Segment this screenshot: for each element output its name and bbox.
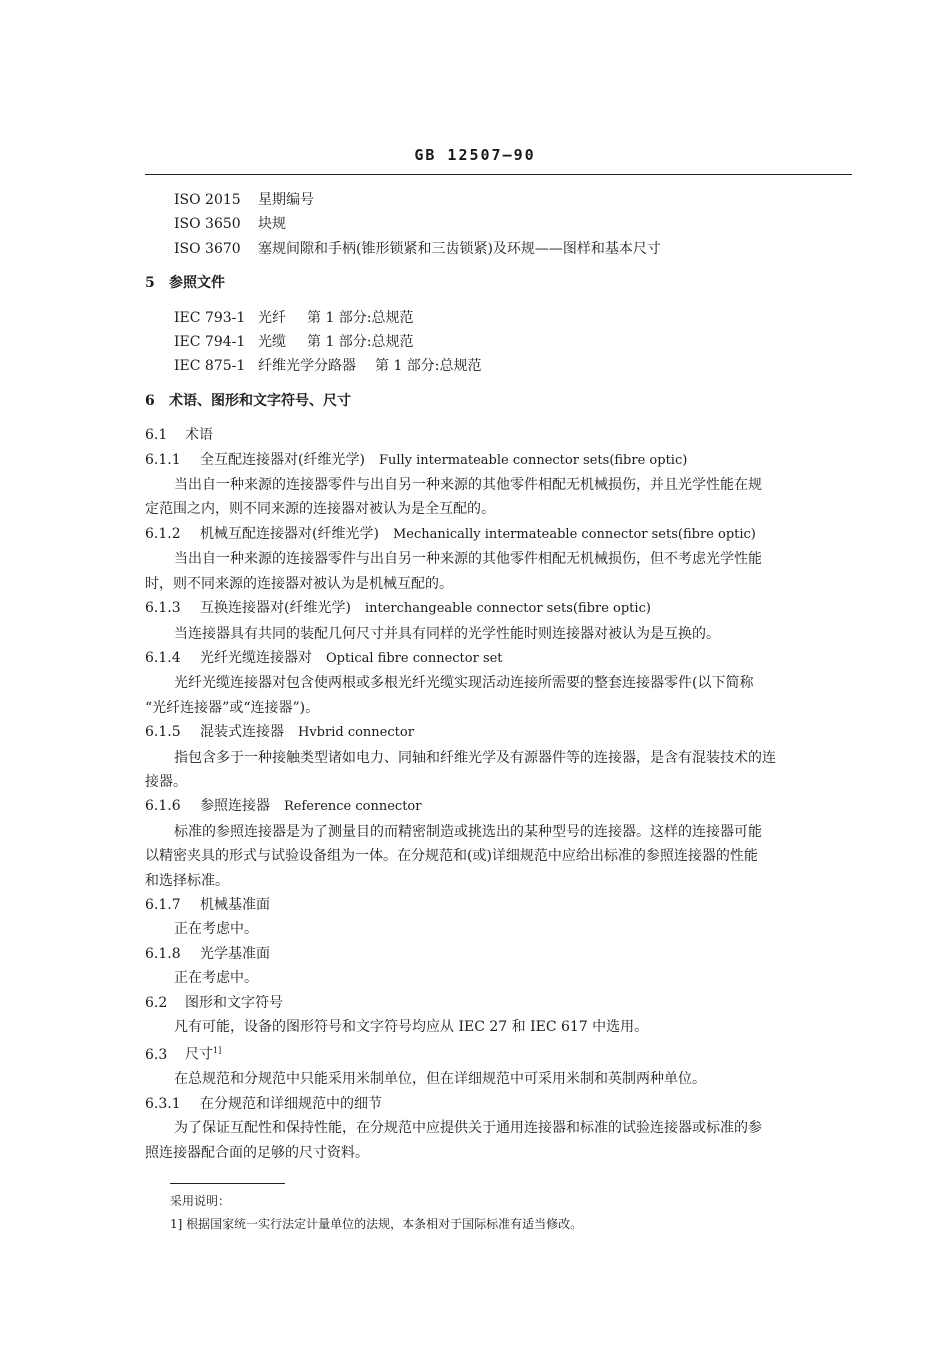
- subsection-6-1-6: [145, 794, 855, 819]
- ref-part: 第 1 部分:总规范: [307, 334, 414, 351]
- ref-title: 光纤: [258, 309, 286, 326]
- section-number: 5: [145, 275, 155, 292]
- paragraph-line: 当连接器具有共同的装配几何尺寸并具有同样的光学性能时则连接器对被认为是互换的。: [174, 625, 720, 642]
- subsection-number: 6.1.6: [145, 798, 181, 815]
- term-zh: 互换连接器对(纤维光学): [200, 600, 351, 617]
- ref-code: ISO 3670: [174, 240, 241, 257]
- term-en: Reference connector: [284, 799, 422, 815]
- ref-title: 块规: [258, 216, 286, 233]
- subsection-number: 6.3.1: [145, 1095, 181, 1112]
- footnote-marker: 1]: [213, 1046, 222, 1056]
- subsection-number: 6.1: [145, 427, 168, 444]
- subsection-number: 6.3: [145, 1047, 168, 1064]
- section-heading-5: [145, 271, 855, 295]
- subsection-number: 6.1.1: [145, 451, 181, 468]
- paragraph-line: 为了保证互配性和保持性能，在分规范中应提供关于通用连接器和标准的试验连接器或标准的参: [174, 1120, 762, 1137]
- section-number: 6: [145, 392, 155, 409]
- ref-part: 第 1 部分:总规范: [375, 358, 482, 375]
- paragraph-line: 在总规范和分规范中只能采用米制单位，但在详细规范中可采用米制和英制两种单位。: [174, 1071, 706, 1088]
- subsection-number: 6.1.3: [145, 600, 181, 617]
- paragraph-line: 标准的参照连接器是为了测量目的而精密制造或挑选出的某种型号的连接器。这样的连接器可能: [174, 823, 762, 840]
- document-code-header: GB 12507—90: [414, 146, 536, 164]
- subsection-6-1-8: [145, 942, 855, 966]
- subsection-title: 图形和文字符号: [185, 994, 283, 1011]
- paragraph-line: 正在考虑中。: [174, 970, 258, 987]
- subsection-number: 6.2: [145, 994, 168, 1011]
- section-title: 术语、图形和文字符号、尺寸: [169, 392, 351, 409]
- ref-item: [145, 330, 855, 354]
- subsection-6-1-7: [145, 893, 855, 917]
- subsection-6-1-2: [145, 522, 855, 547]
- term-en: interchangeable connector sets(fibre optic): [364, 601, 651, 617]
- subsection-number: 6.1.2: [145, 525, 181, 542]
- ref-item: [145, 212, 855, 236]
- subsection-title: 尺寸: [185, 1047, 213, 1064]
- ref-title: 光缆: [258, 334, 286, 351]
- paragraph-line: “光纤连接器”或“连接器”)。: [145, 699, 320, 716]
- ref-code: IEC 793-1: [174, 309, 246, 326]
- term-zh: 机械基准面: [200, 896, 270, 913]
- ref-part: 第 1 部分:总规范: [307, 309, 414, 326]
- ref-code: IEC 875-1: [174, 358, 246, 375]
- ref-item: [145, 188, 855, 212]
- subsection-6-1-4: [145, 646, 855, 671]
- term-en: Hvbrid connector: [298, 725, 414, 741]
- term-en: Mechanically intermateable connector sets(fibre optic): [392, 526, 756, 542]
- ref-code: IEC 794-1: [174, 334, 246, 351]
- paragraph-line: 光纤光缆连接器对包含使两根或多根光纤光缆实现活动连接所需要的整套连接器零件(以下简称: [174, 675, 754, 692]
- subsection-title: 术语: [185, 427, 213, 444]
- paragraph-line: 当出自一种来源的连接器零件与出自另一种来源的其他零件相配无机械损伤，但不考虑光学性能: [174, 551, 762, 568]
- term-zh: 光纤光缆连接器对: [200, 649, 312, 666]
- paragraph-line: 以精密夹具的形式与试验设备组为一体。在分规范和(或)详细规范中应给出标准的参照连接器的性能: [145, 848, 758, 865]
- ref-item: [145, 306, 855, 330]
- paragraph-line: 正在考虑中。: [174, 921, 258, 938]
- paragraph-line: 时，则不同来源的连接器对被认为是机械互配的。: [145, 575, 453, 592]
- term-zh: 混装式连接器: [200, 724, 284, 741]
- paragraph-line: 定范围之内，则不同来源的连接器对被认为是全互配的。: [145, 501, 495, 518]
- ref-title: 纤维光学分路器: [258, 358, 356, 375]
- term-zh: 参照连接器: [200, 798, 270, 815]
- paragraph-line: 接器。: [145, 773, 187, 790]
- subsection-title: 在分规范和详细规范中的细节: [200, 1095, 382, 1112]
- term-zh: 全互配连接器对(纤维光学): [200, 451, 365, 468]
- subsection-6-2: [145, 991, 855, 1015]
- paragraph-line: 照连接器配合面的足够的尺寸资料。: [145, 1144, 369, 1161]
- ref-code: ISO 3650: [174, 216, 241, 233]
- subsection-number: 6.1.7: [145, 896, 181, 913]
- ref-item: [145, 237, 855, 261]
- subsection-6-1-5: [145, 720, 855, 745]
- ref-item: [145, 354, 855, 378]
- paragraph-line: 当出自一种来源的连接器零件与出自另一种来源的其他零件相配无机械损伤，并且光学性能在规: [174, 477, 762, 494]
- subsection-6-1: [145, 423, 855, 447]
- subsection-number: 6.1.5: [145, 724, 181, 741]
- ref-title: 塞规间隙和手柄(锥形锁紧和三齿锁紧)及环规——图样和基本尺寸: [258, 240, 661, 257]
- subsection-6-3-1: [145, 1092, 855, 1116]
- footnote-text: 1] 根据国家统一实行法定计量单位的法规，本条相对于国际标准有适当修改。: [170, 1217, 583, 1231]
- subsection-6-1-3: [145, 596, 855, 621]
- term-en: Optical fibre connector set: [326, 650, 503, 666]
- ref-code: ISO 2015: [174, 192, 241, 208]
- footnote-title: 采用说明：: [170, 1194, 231, 1208]
- subsection-6-1-1: [145, 448, 855, 473]
- term-zh: 光学基准面: [200, 945, 270, 962]
- header-rule: [145, 174, 852, 175]
- footnote-rule: [170, 1183, 285, 1184]
- subsection-6-3: [145, 1039, 855, 1067]
- document-body: [145, 188, 855, 1165]
- term-zh: 机械互配连接器对(纤维光学): [200, 525, 379, 542]
- paragraph-line: 和选择标准。: [145, 872, 229, 889]
- term-en: Fully intermateable connector sets(fibre optic): [378, 452, 688, 468]
- paragraph-line: 凡有可能，设备的图形符号和文字符号均应从 IEC 27 和 IEC 617 中选用。: [174, 1019, 649, 1035]
- ref-title: 星期编号: [258, 192, 314, 208]
- paragraph-line: 指包含多于一种接触类型诸如电力、同轴和纤维光学及有源器件等的连接器，是含有混装技术的连: [174, 749, 776, 766]
- subsection-number: 6.1.8: [145, 945, 181, 962]
- section-title: 参照文件: [169, 275, 225, 292]
- subsection-number: 6.1.4: [145, 649, 181, 666]
- section-heading-6: [145, 389, 855, 413]
